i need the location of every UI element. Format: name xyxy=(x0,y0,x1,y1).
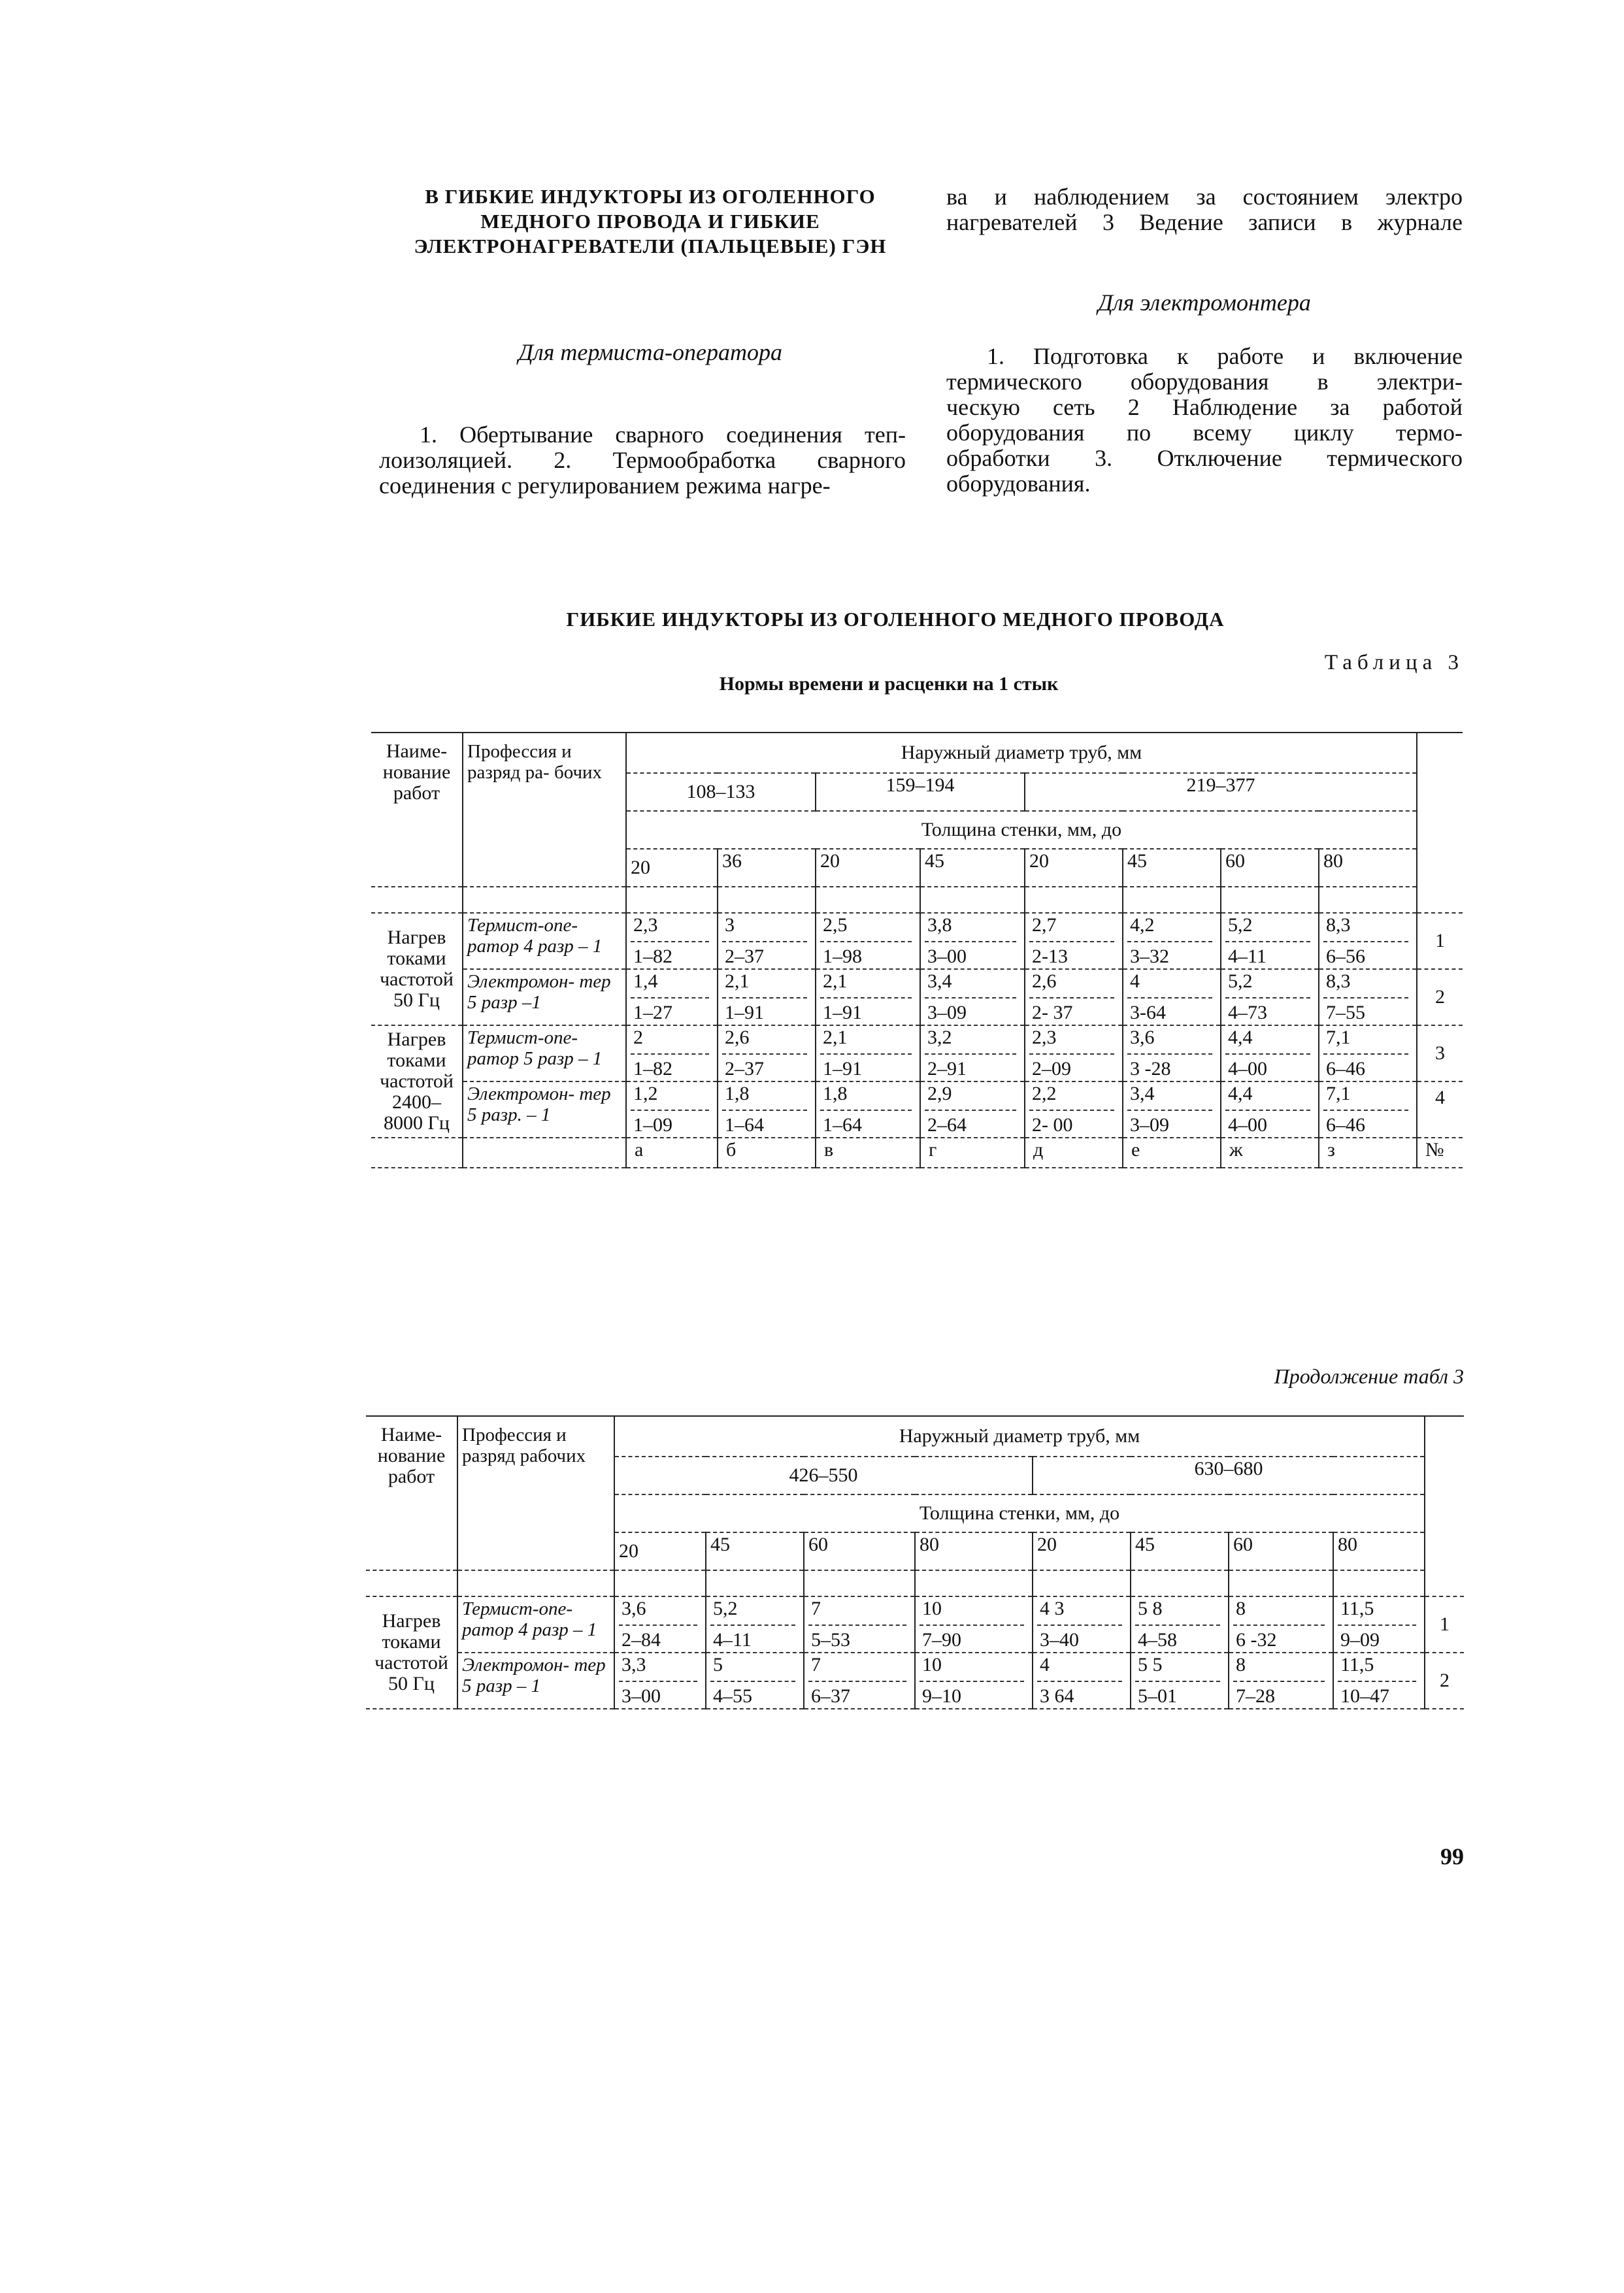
cell: 5,2 4–11 xyxy=(1221,913,1319,969)
header-group: 630–680 xyxy=(1033,1457,1425,1494)
column-letter: е xyxy=(1123,1138,1221,1168)
table-row xyxy=(371,969,1463,1025)
cell: 3 2–37 xyxy=(718,913,816,969)
profession: Термист-опе- ратор 5 разр – 1 xyxy=(463,1025,626,1081)
header-num-col xyxy=(1417,733,1463,913)
cell: 5 8 4–58 xyxy=(1131,1596,1229,1653)
header-col: 45 xyxy=(920,849,1025,887)
row-number: 3 xyxy=(1417,1025,1463,1081)
cell: 7,1 6–46 xyxy=(1319,1081,1417,1138)
header-diameter: Наружный диаметр труб, мм xyxy=(614,1416,1425,1457)
cell: 3,4 3–09 xyxy=(920,969,1025,1025)
header-col: 45 xyxy=(706,1532,804,1570)
cell: 8,3 7–55 xyxy=(1319,969,1417,1025)
table-subtitle: Нормы времени и расценки на 1 стык xyxy=(719,673,1059,695)
header-row xyxy=(371,733,1463,773)
cell: 4 3-64 xyxy=(1123,969,1221,1025)
left-heading xyxy=(379,184,921,259)
left-heading-line: ЭЛЕКТРОНАГРЕВАТЕЛИ (ПАЛЬЦЕВЫЕ) ГЭН xyxy=(414,235,887,257)
cell: 3,2 2–91 xyxy=(920,1025,1025,1081)
text-line: обработки 3. Отключение термического xyxy=(946,445,1463,471)
work-name: Нагрев токами частотой 2400– 8000 Гц xyxy=(371,1025,463,1138)
header-col: 60 xyxy=(804,1532,915,1570)
cell: 3,6 2–84 xyxy=(614,1596,706,1653)
row-number: 2 xyxy=(1417,969,1463,1025)
cell: 2,2 2- 00 xyxy=(1025,1081,1123,1138)
table-row xyxy=(366,1653,1464,1709)
work-name: Нагрев токами частотой 50 Гц xyxy=(371,913,463,1025)
section-title: ГИБКИЕ ИНДУКТОРЫ ИЗ ОГОЛЕННОГО МЕДНОГО ПРОВОДА xyxy=(566,608,1225,631)
cell: 1,2 1–09 xyxy=(626,1081,718,1138)
column-letter: г xyxy=(920,1138,1025,1168)
text-line: лоизоляцией. 2. Термообработка сварного xyxy=(379,447,906,473)
header-thickness: Толщина стенки, мм, до xyxy=(614,1494,1425,1532)
header-col: 20 xyxy=(1033,1532,1131,1570)
header-col: 20 xyxy=(1025,849,1123,887)
header-col: 45 xyxy=(1123,849,1221,887)
cell: 10 9–10 xyxy=(915,1653,1033,1709)
cell: 2,5 1–98 xyxy=(816,913,920,969)
header-col: 20 xyxy=(816,849,920,887)
header-col: 60 xyxy=(1229,1532,1333,1570)
header-work: Наиме- нование работ xyxy=(371,733,463,887)
text-line: ческую сеть 2 Наблюдение за работой xyxy=(946,394,1463,420)
table-label: Таблица 3 xyxy=(1324,651,1464,674)
cell: 5 4–55 xyxy=(706,1653,804,1709)
table-row xyxy=(371,913,1463,969)
text-line: оборудования по всему циклу термо- xyxy=(946,420,1463,446)
cell: 3,8 3–00 xyxy=(920,913,1025,969)
text-line: оборудования. xyxy=(946,470,1091,497)
column-letter: з xyxy=(1319,1138,1417,1168)
cell: 4,2 3–32 xyxy=(1123,913,1221,969)
cell: 5 5 5–01 xyxy=(1131,1653,1229,1709)
text-line: 1. Обертывание сварного соединения теп- xyxy=(420,421,906,448)
column-letter: в xyxy=(816,1138,920,1168)
table-row xyxy=(371,1081,1463,1138)
cell: 5,2 4–11 xyxy=(706,1596,804,1653)
table-row xyxy=(371,1025,1463,1081)
header-group: 426–550 xyxy=(614,1457,1033,1494)
cell: 4 3 64 xyxy=(1033,1653,1131,1709)
row-number: 1 xyxy=(1425,1596,1464,1653)
header-group: 219–377 xyxy=(1025,773,1417,811)
right-paragraph-top xyxy=(946,184,1463,235)
cell: 10 7–90 xyxy=(915,1596,1033,1653)
left-heading-line: В ГИБКИЕ ИНДУКТОРЫ ИЗ ОГОЛЕННОГО xyxy=(425,185,876,208)
spacer-row xyxy=(366,1570,1464,1596)
cell: 8 7–28 xyxy=(1229,1653,1333,1709)
table-row xyxy=(366,1596,1464,1653)
header-group: 159–194 xyxy=(816,773,1025,811)
cell: 8,3 6–56 xyxy=(1319,913,1417,969)
text-line: ва и наблюдением за состоянием электро xyxy=(946,184,1463,210)
row-number: 4 xyxy=(1417,1081,1463,1138)
cell: 4,4 4–00 xyxy=(1221,1081,1319,1138)
header-row xyxy=(366,1416,1464,1457)
header-col: 20 xyxy=(614,1532,706,1570)
header-profession: Профессия и разряд ра- бочих xyxy=(463,733,626,887)
left-heading-line: МЕДНОГО ПРОВОДА И ГИБКИЕ xyxy=(480,210,820,233)
header-group: 108–133 xyxy=(626,773,816,811)
cell: 2,3 1–82 xyxy=(626,913,718,969)
left-subheading: Для термиста-оператора xyxy=(518,339,782,365)
header-diameter: Наружный диаметр труб, мм xyxy=(626,733,1417,773)
cell: 8 6 -32 xyxy=(1229,1596,1333,1653)
text-line: соединения с регулированием режима нагре- xyxy=(379,472,831,499)
right-paragraph xyxy=(946,344,1463,497)
column-letter: б xyxy=(718,1138,816,1168)
cell: 2,1 1–91 xyxy=(718,969,816,1025)
cell: 11,5 9–09 xyxy=(1333,1596,1425,1653)
cell: 1,8 1–64 xyxy=(718,1081,816,1138)
cell: 2,9 2–64 xyxy=(920,1081,1025,1138)
cell: 1,4 1–27 xyxy=(626,969,718,1025)
text-line: термического оборудования в электри- xyxy=(946,369,1463,395)
header-col: 20 xyxy=(626,849,718,887)
column-letter: д xyxy=(1025,1138,1123,1168)
profession: Электромон- тер 5 разр – 1 xyxy=(457,1653,614,1709)
page-number: 99 xyxy=(1440,1843,1464,1870)
column-letter: а xyxy=(626,1138,718,1168)
header-thickness: Толщина стенки, мм, до xyxy=(626,811,1417,849)
text-line: 1. Подготовка к работе и включение xyxy=(987,343,1463,369)
profession: Термист-опе- ратор 4 разр – 1 xyxy=(463,913,626,969)
cell: 2,1 1–91 xyxy=(816,969,920,1025)
cell: 2,6 2- 37 xyxy=(1025,969,1123,1025)
row-number: 2 xyxy=(1425,1653,1464,1709)
norms-table-2 xyxy=(366,1415,1464,1709)
cell: 7 5–53 xyxy=(804,1596,915,1653)
header-work: Наиме- нование работ xyxy=(366,1416,457,1570)
cell: 3,4 3–09 xyxy=(1123,1081,1221,1138)
cell: 1,8 1–64 xyxy=(816,1081,920,1138)
work-name: Нагрев токами частотой 50 Гц xyxy=(366,1596,457,1709)
cell: 7 6–37 xyxy=(804,1653,915,1709)
header-num-col xyxy=(1425,1416,1464,1596)
column-letter: ж xyxy=(1221,1138,1319,1168)
cell: 5,2 4–73 xyxy=(1221,969,1319,1025)
header-col: 60 xyxy=(1221,849,1319,887)
cell: 2 1–82 xyxy=(626,1025,718,1081)
profession: Термист-опе- ратор 4 разр – 1 xyxy=(457,1596,614,1653)
header-col: 80 xyxy=(915,1532,1033,1570)
column-letter: № xyxy=(1417,1138,1463,1168)
letters-row xyxy=(371,1138,1463,1168)
cell: 2,3 2–09 xyxy=(1025,1025,1123,1081)
right-subheading: Для электромонтера xyxy=(1098,289,1311,316)
cell: 2,6 2–37 xyxy=(718,1025,816,1081)
continuation-label: Продолжение табл 3 xyxy=(1274,1364,1464,1388)
row-number: 1 xyxy=(1417,913,1463,969)
left-paragraph xyxy=(379,422,906,499)
spacer-row xyxy=(371,887,1463,913)
cell: 3,6 3 -28 xyxy=(1123,1025,1221,1081)
cell: 7,1 6–46 xyxy=(1319,1025,1417,1081)
cell: 2,7 2-13 xyxy=(1025,913,1123,969)
cell: 4,4 4–00 xyxy=(1221,1025,1319,1081)
header-col: 45 xyxy=(1131,1532,1229,1570)
text-line: нагревателей 3 Ведение записи в журнале xyxy=(946,209,1463,235)
header-col: 80 xyxy=(1333,1532,1425,1570)
header-col: 36 xyxy=(718,849,816,887)
cell: 11,5 10–47 xyxy=(1333,1653,1425,1709)
header-profession: Профессия и разряд рабочих xyxy=(457,1416,614,1570)
cell: 3,3 3–00 xyxy=(614,1653,706,1709)
profession: Электромон- тер 5 разр. – 1 xyxy=(463,1081,626,1138)
header-col: 80 xyxy=(1319,849,1417,887)
profession: Электромон- тер 5 разр –1 xyxy=(463,969,626,1025)
cell: 4 3 3–40 xyxy=(1033,1596,1131,1653)
norms-table-1 xyxy=(371,732,1463,1168)
cell: 2,1 1–91 xyxy=(816,1025,920,1081)
